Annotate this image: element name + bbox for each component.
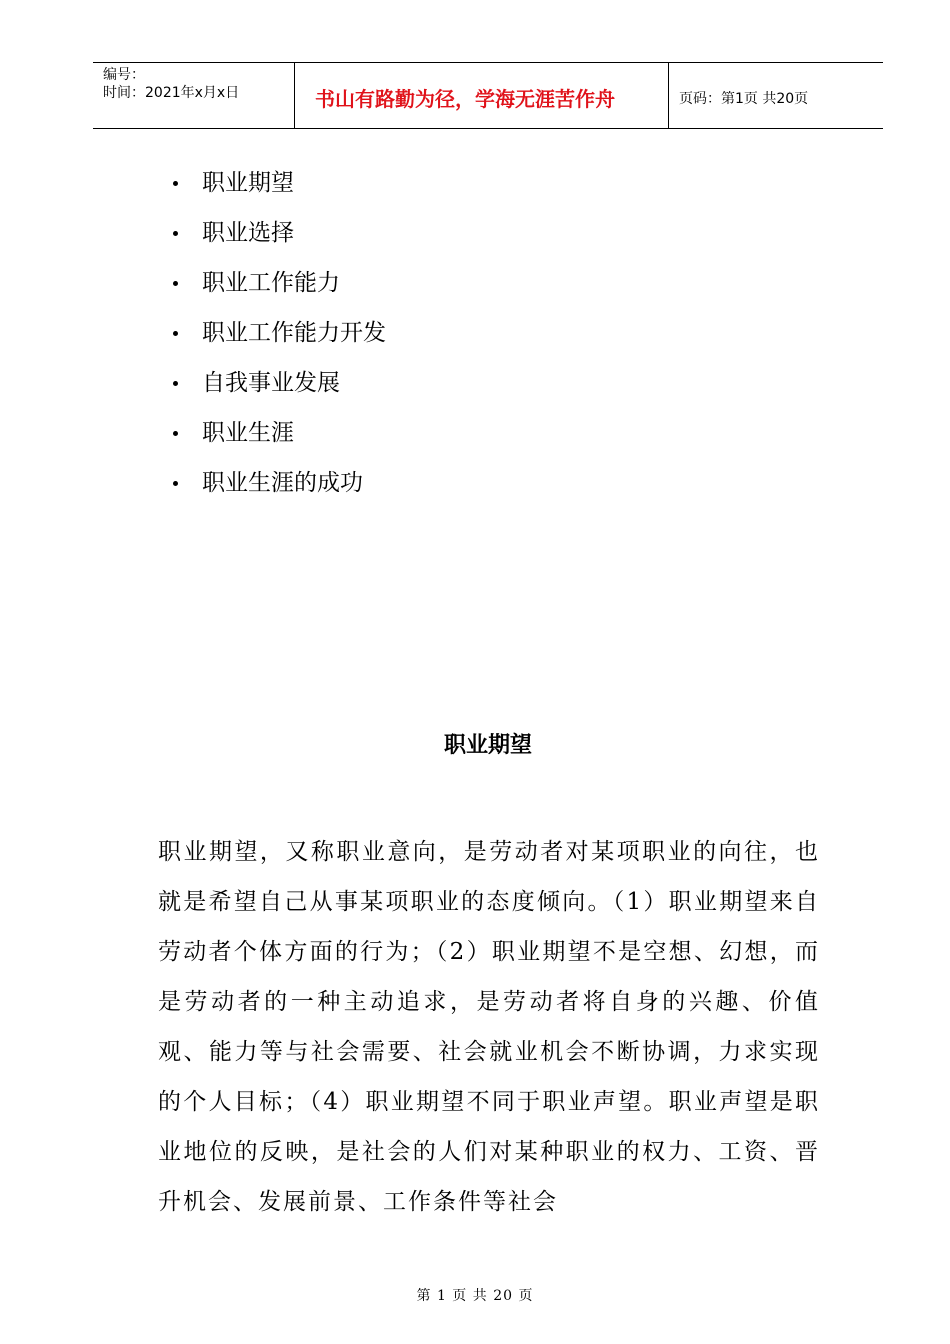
- list-item-label: 职业工作能力开发: [202, 320, 386, 346]
- list-item: [170, 416, 386, 466]
- list-item: [170, 466, 386, 516]
- list-item-label: 自我事业发展: [202, 370, 340, 396]
- list-item: [170, 266, 386, 316]
- header-page-number: 页码：第1页 共20页: [679, 91, 809, 107]
- bullet-icon: [173, 481, 178, 486]
- header-motto-cell: [295, 63, 669, 128]
- list-item-label: 职业选择: [202, 220, 294, 246]
- list-item: [170, 216, 386, 266]
- bullet-icon: [173, 381, 178, 386]
- page-header: [93, 62, 883, 129]
- header-page-cell: [669, 63, 883, 128]
- list-item: [170, 166, 386, 216]
- document-number-label: 编号：: [103, 67, 145, 83]
- body-paragraph: 职业期望，又称职业意向，是劳动者对某项职业的向往，也就是希望自己从事某项职业的态度倾向。（1）职业期望来自劳动者个体方面的行为；（2）职业期望不是空想、幻想，而是劳动者的一种主动追求，是劳动者将自身的兴趣、价值观、能力等与社会需要、社会就业机会不断协调，力求实现的个人目标；（4）职业期望不同于职业声望。职业声望是职业地位的反映，是社会的人们对某种职业的权力、工资、晋升机会、发展前景、工作条件等社会: [158, 839, 820, 1215]
- section-title: 职业期望: [443, 733, 532, 758]
- list-item: [170, 316, 386, 366]
- page-footer: 第 1 页 共 20 页: [416, 1288, 534, 1304]
- header-info-cell: [93, 63, 295, 128]
- list-item: [170, 366, 386, 416]
- list-item-label: 职业生涯的成功: [202, 470, 363, 496]
- bullet-icon: [173, 181, 178, 186]
- bullet-icon: [173, 431, 178, 436]
- bullet-icon: [173, 281, 178, 286]
- list-item-label: 职业生涯: [202, 420, 294, 446]
- list-item-label: 职业工作能力: [202, 270, 340, 296]
- header-motto: 书山有路勤为径，学海无涯苦作舟: [315, 87, 615, 111]
- topic-list: [170, 166, 386, 516]
- bullet-icon: [173, 231, 178, 236]
- list-item-label: 职业期望: [202, 170, 294, 196]
- bullet-icon: [173, 331, 178, 336]
- document-time-label: 时间：2021年x月x日: [103, 85, 240, 101]
